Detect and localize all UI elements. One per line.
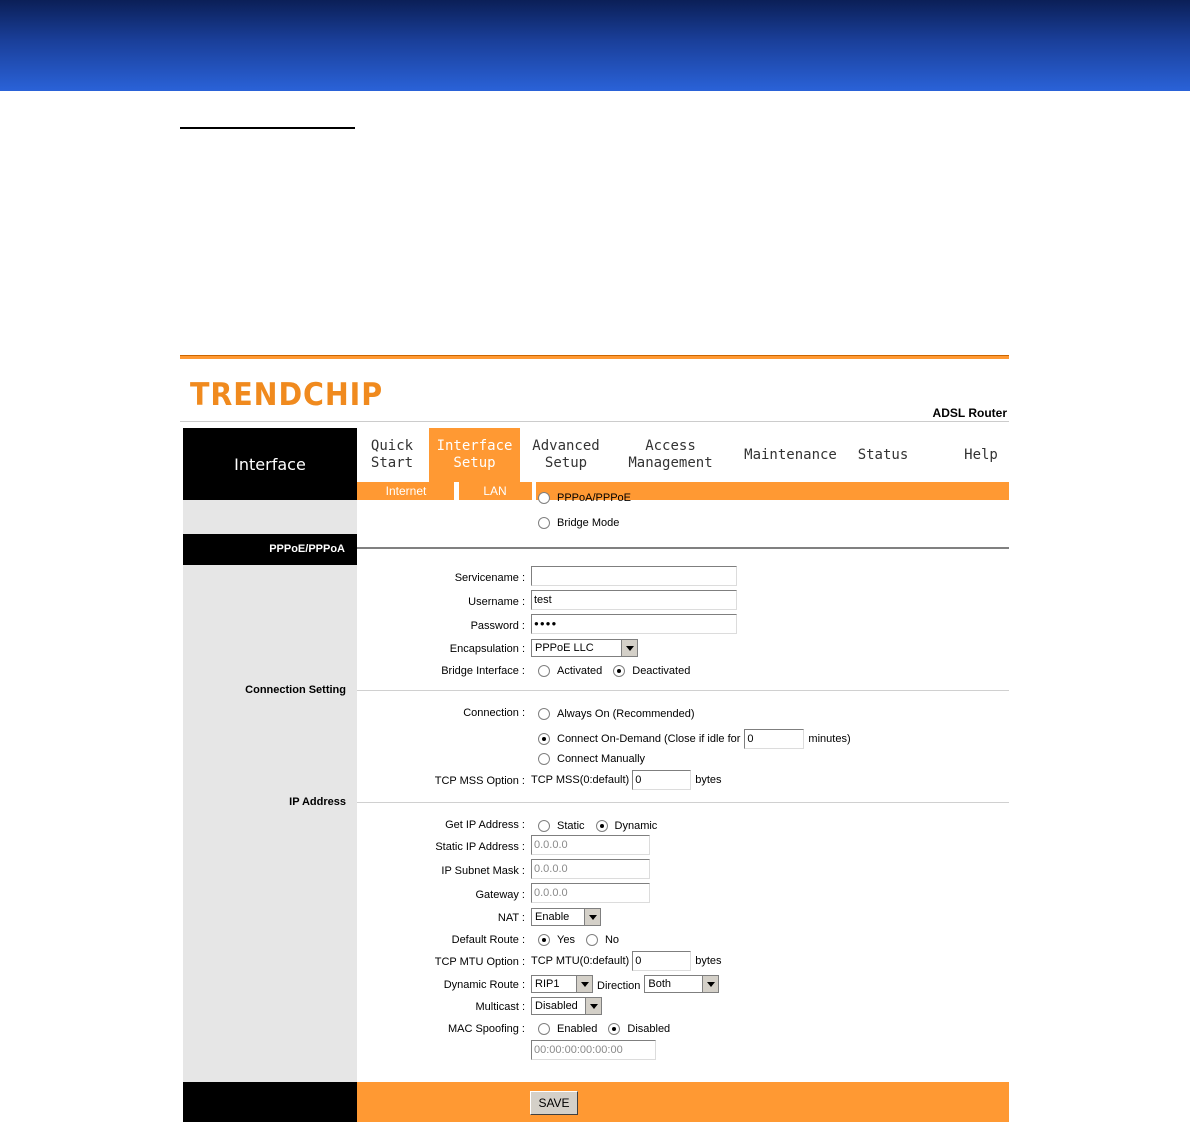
- bridge-activated-label: Activated: [557, 665, 603, 677]
- servicename-label: Servicename :: [454, 572, 525, 584]
- section-divider: [357, 690, 1009, 691]
- bridge-mode-option: [535, 516, 619, 530]
- nat-label: NAT :: [497, 912, 525, 924]
- tcp-mss-text: TCP MSS(0:default): [531, 774, 630, 786]
- always-on-option: [535, 707, 695, 721]
- username-input[interactable]: [531, 590, 737, 610]
- ip-static-radio[interactable]: [538, 820, 550, 832]
- tab-maintenance[interactable]: Maintenance: [744, 446, 837, 463]
- multicast-value: Disabled: [535, 1000, 578, 1012]
- direction-label: Direction: [597, 979, 641, 992]
- password-label: Password :: [470, 620, 525, 632]
- tab-advanced-setup[interactable]: Advanced Setup: [532, 438, 600, 471]
- chevron-down-icon: [584, 909, 600, 925]
- direction-select[interactable]: [644, 975, 719, 993]
- top-orange-rule: [180, 355, 1009, 359]
- on-demand-radio[interactable]: [538, 733, 550, 745]
- static-ip-input[interactable]: [531, 835, 650, 855]
- document-header-banner: [0, 0, 1190, 91]
- bridge-deactivated-label: Deactivated: [632, 665, 691, 677]
- router-screenshot: [180, 355, 1009, 1122]
- bridge-interface-options: [535, 664, 690, 678]
- connect-manually-radio[interactable]: [538, 753, 550, 765]
- tab-help[interactable]: Help: [964, 446, 998, 463]
- tcp-mss-option: [531, 770, 722, 790]
- tcp-mtu-label: TCP MTU Option :: [434, 956, 525, 968]
- dynamic-route-select[interactable]: [531, 975, 593, 993]
- tcp-mss-unit: bytes: [695, 774, 722, 786]
- encapsulation-label: Encapsulation :: [449, 643, 525, 655]
- connection-label: Connection :: [463, 707, 525, 719]
- password-input[interactable]: ●●●●: [531, 614, 737, 634]
- direction-value: Both: [648, 978, 672, 990]
- chevron-down-icon: [702, 976, 718, 992]
- subnet-mask-input[interactable]: [531, 859, 650, 879]
- default-route-label: Default Route :: [451, 934, 525, 946]
- tcp-mtu-text: TCP MTU(0:default): [531, 955, 630, 967]
- section-ip-address: IP Address: [289, 796, 346, 808]
- tcp-mtu-unit: bytes: [695, 955, 722, 967]
- save-button[interactable]: SAVE: [530, 1091, 578, 1115]
- scrolled-option-fragment: [535, 492, 735, 506]
- static-ip-label: Static IP Address :: [435, 841, 525, 853]
- section-divider: [357, 802, 1009, 803]
- nat-select[interactable]: [531, 908, 601, 926]
- default-route-options: [535, 933, 619, 947]
- bridge-activated-radio[interactable]: [538, 665, 550, 677]
- subtab-lan[interactable]: LAN: [483, 484, 507, 498]
- dynamic-route-options: [531, 975, 719, 993]
- ip-dynamic-label: Dynamic: [614, 820, 658, 832]
- get-ip-label: Get IP Address :: [445, 819, 525, 831]
- tab-interface-setup[interactable]: Interface Setup: [429, 428, 520, 482]
- brand-logo: TRENDCHIP: [190, 377, 384, 413]
- default-route-yes-radio[interactable]: [538, 934, 550, 946]
- bridge-deactivated-radio[interactable]: [613, 665, 625, 677]
- multicast-label: Multicast :: [475, 1001, 525, 1013]
- servicename-input[interactable]: [531, 566, 737, 586]
- manual-option: [535, 752, 645, 766]
- mac-spoofing-label: MAC Spoofing :: [447, 1023, 525, 1035]
- connect-manually-label: Connect Manually: [557, 753, 646, 765]
- sidebar-title: Interface: [183, 428, 357, 500]
- mac-enabled-radio[interactable]: [538, 1023, 550, 1035]
- on-demand-label: Connect On-Demand (Close if idle for: [557, 733, 741, 745]
- encapsulation-value: PPPoE LLC: [535, 642, 594, 654]
- get-ip-options: [535, 819, 657, 833]
- gateway-label: Gateway :: [475, 889, 525, 901]
- tcp-mss-input[interactable]: [632, 770, 691, 790]
- on-demand-option: [535, 729, 851, 749]
- tab-quick-start[interactable]: Quick Start: [370, 438, 414, 471]
- encapsulation-select[interactable]: [531, 639, 638, 657]
- minutes-label: minutes): [808, 733, 851, 745]
- section-pppoe: PPPoE/PPPoA: [183, 534, 357, 565]
- chevron-down-icon: [576, 976, 592, 992]
- idle-timeout-input[interactable]: [744, 729, 804, 749]
- tab-status[interactable]: Status: [857, 446, 909, 463]
- mac-enabled-label: Enabled: [557, 1023, 598, 1035]
- ip-dynamic-radio[interactable]: [596, 820, 608, 832]
- footer-bar: [357, 1082, 1009, 1122]
- bridge-mode-radio[interactable]: [538, 517, 550, 529]
- always-on-radio[interactable]: [538, 708, 550, 720]
- dynamic-route-value: RIP1: [535, 978, 560, 990]
- bridge-mode-label: Bridge Mode: [557, 517, 620, 529]
- encap-pppoa-label: PPPoA/PPPoE: [557, 492, 631, 504]
- chevron-down-icon: [621, 640, 637, 656]
- tcp-mtu-input[interactable]: [632, 951, 691, 971]
- document-heading-rule: [180, 127, 355, 129]
- encap-pppoa-radio[interactable]: [538, 492, 550, 504]
- subtab-separator: [454, 482, 459, 506]
- subtab-internet[interactable]: Internet: [385, 484, 427, 498]
- nat-value: Enable: [535, 911, 570, 923]
- tab-access-management[interactable]: Access Management: [628, 438, 713, 471]
- mac-address-input[interactable]: [531, 1040, 656, 1060]
- always-on-label: Always On (Recommended): [557, 708, 695, 720]
- subnet-mask-label: IP Subnet Mask :: [441, 865, 525, 877]
- mac-spoofing-options: [535, 1022, 670, 1036]
- tcp-mss-label: TCP MSS Option :: [434, 775, 525, 787]
- default-route-yes-label: Yes: [557, 934, 575, 946]
- section-connection-setting: Connection Setting: [245, 684, 346, 696]
- main-nav: [357, 428, 1009, 482]
- sidebar-column: [183, 500, 357, 1082]
- mac-disabled-label: Disabled: [627, 1023, 671, 1035]
- header-divider: [180, 421, 1009, 422]
- footer-left-bar: [183, 1082, 357, 1122]
- dynamic-route-label: Dynamic Route :: [443, 979, 525, 991]
- mac-disabled-radio[interactable]: [608, 1023, 620, 1035]
- tcp-mtu-option: [531, 951, 722, 971]
- product-name: ADSL Router: [932, 406, 1007, 420]
- chevron-down-icon: [585, 998, 601, 1014]
- bridge-interface-label: Bridge Interface :: [441, 665, 525, 677]
- gateway-input[interactable]: [531, 883, 650, 903]
- multicast-select[interactable]: [531, 997, 602, 1015]
- default-route-no-radio[interactable]: [586, 934, 598, 946]
- username-label: Username :: [468, 596, 525, 608]
- section-divider: [357, 547, 1009, 549]
- ip-static-label: Static: [557, 820, 585, 832]
- default-route-no-label: No: [604, 934, 620, 946]
